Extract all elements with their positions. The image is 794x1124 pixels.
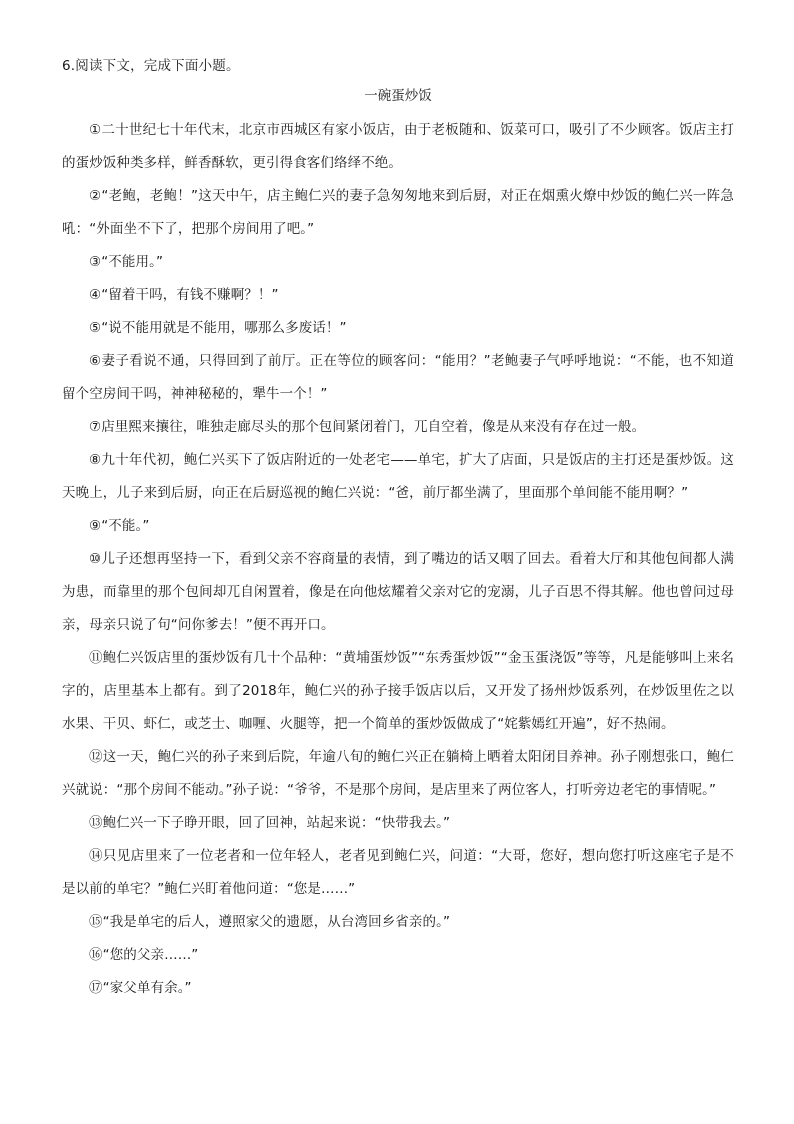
paragraph-17: ⑰“家父单有余。” bbox=[89, 980, 192, 996]
paragraph-15: ⑮“我是单宅的后人，遵照家父的遗愿，从台湾回乡省亲的。” bbox=[89, 914, 451, 930]
paragraph-3: ③“不能用。” bbox=[89, 254, 164, 270]
paragraph-11: ⑪鲍仁兴饭店里的蛋炒饭有几十个品种：“黄埔蛋炒饭”“东秀蛋炒饭”“金玉蛋浇饭”等等，凡是能够叫上来名字的，店里基本上都有。到了2018年，鲍仁兴的孙子接手饭店以后，又开发了扬州炒饭系列，在炒饭里佐之以水果、干贝、虾仁，或芝士、咖喱、火腿等，把一个简单的蛋炒饭做成了“姹紫嫣红开遍”，好不热闹。 bbox=[62, 650, 734, 732]
article-title: 一碗蛋炒饭 bbox=[364, 88, 432, 104]
paragraph-14: ⑭只见店里来了一位老者和一位年轻人，老者见到鲍仁兴，问道：“大哥，您好，想向您打听这座宅子是不是以前的单宅？”鲍仁兴盯着他问道：“您是……” bbox=[62, 848, 734, 897]
paragraph-10: ⑩儿子还想再坚持一下，看到父亲不容商量的表情，到了嘴边的话又咽了回去。看着大厅和其他包间都人满为患，而靠里的那个包间却兀自闲置着，像是在向他炫耀着父亲对它的宠溺，儿子百思不得其解。他也曾问过母亲，母亲只说了句“问你爹去！”便不再开口。 bbox=[62, 551, 734, 633]
paragraph-6: ⑥妻子看说不通，只得回到了前厅。正在等位的顾客问：“能用？”老鲍妻子气呼呼地说：“不能，也不知道留个空房间干吗，神神秘秘的，犟牛一个！” bbox=[62, 353, 734, 402]
paragraph-12: ⑫这一天，鲍仁兴的孙子来到后院，年逾八旬的鲍仁兴正在躺椅上晒着太阳闭目养神。孙子刚想张口，鲍仁兴就说：“那个房间不能动。”孙子说：“爷爷，不是那个房间，是店里来了两位客人，打听旁边老宅的事情呢。” bbox=[62, 749, 734, 798]
question-header: 6.阅读下文，完成下面小题。 bbox=[62, 58, 240, 74]
paragraph-4: ④“留着干吗，有钱不赚啊？！” bbox=[89, 287, 279, 303]
paragraph-8: ⑧九十年代初，鲍仁兴买下了饭店附近的一处老宅——单宅，扩大了店面，只是饭店的主打还是蛋炒饭。这天晚上，儿子来到后厨，向正在后厨巡视的鲍仁兴说：“爸，前厅都坐满了，里面那个单间能不能用啊？” bbox=[62, 452, 734, 501]
paragraph-16: ⑯“您的父亲……” bbox=[89, 947, 199, 963]
paragraph-1: ①二十世纪七十年代末，北京市西城区有家小饭店，由于老板随和、饭菜可口，吸引了不少顾客。饭店主打的蛋炒饭种类多样，鲜香酥软，更引得食客们络绎不绝。 bbox=[62, 122, 734, 171]
paragraph-9: ⑨“不能。” bbox=[89, 518, 150, 534]
paragraph-7: ⑦店里熙来攘往，唯独走廊尽头的那个包间紧闭着门，兀自空着，像是从来没有存在过一般。 bbox=[89, 419, 646, 435]
paragraph-13: ⑬鲍仁兴一下子睁开眼，回了回神，站起来说：“快带我去。” bbox=[89, 815, 451, 831]
document-page bbox=[62, 56, 734, 1005]
article-body bbox=[62, 114, 734, 1005]
paragraph-2: ②“老鲍，老鲍！”这天中午，店主鲍仁兴的妻子急匆匆地来到后厨，对正在烟熏火燎中炒饭的鲍仁兴一阵急吼：“外面坐不下了，把那个房间用了吧。” bbox=[62, 188, 734, 237]
paragraph-5: ⑤“说不能用就是不能用，哪那么多废话！” bbox=[89, 320, 347, 336]
